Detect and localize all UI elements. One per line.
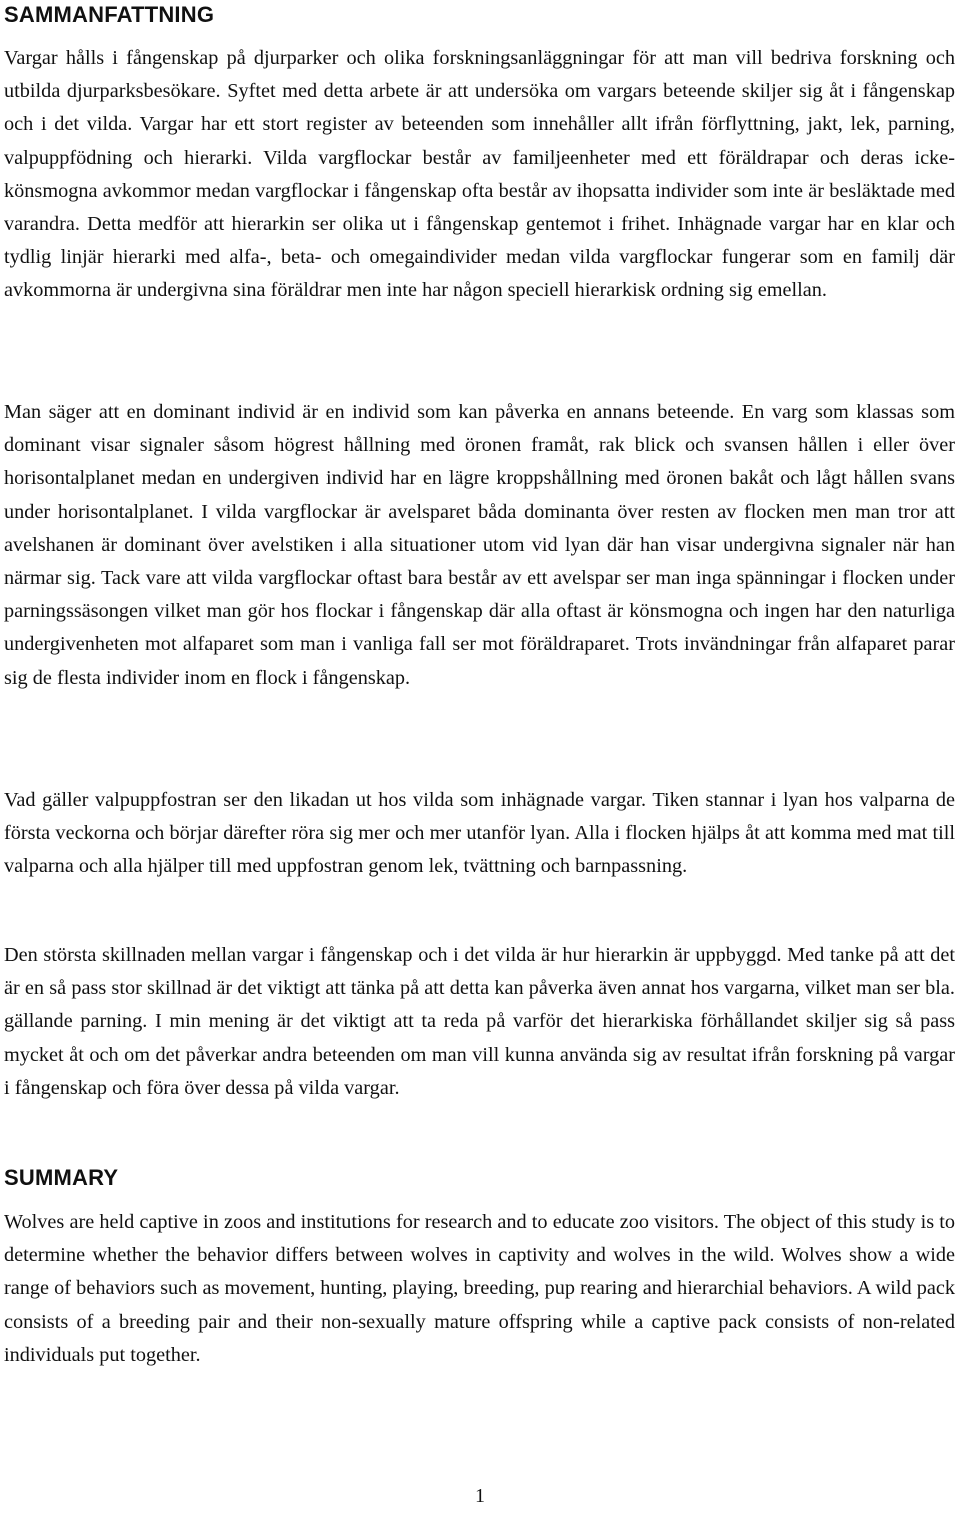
summary-paragraph-1: Wolves are held captive in zoos and institutions for research and to educate zoo visitors. The object of this study is to determine whether the behavior differs between wolves in captivity and wolves in the wild. Wolves show a wide range of behaviors such as movement, hunting, playing, breeding, pup rearing and hierarchial behaviors. A wild pack consists of a breeding pair and their non-sexually mature offspring while a captive pack consists of non-related individuals put together. — [4, 1211, 955, 1366]
sammanfattning-paragraph-2: Man säger att en dominant individ är en individ som kan påverka en annans beteende. En varg som klassas som dominant visar signaler såsom högrest hållning med öronen framåt, rak blick och svansen hållen i eller över horisontalplanet medan en undergiven individ har en lägre kroppshållning med öronen bakåt och lågt hållen svans under horisontalplanet. I vilda vargflockar är avelsparet båda dominanta över resten av flocken men man tror att avelshanen är dominant över avelstiken i alla situationer utom vid lyan där han visar undergivna signaler när han närmar sig. Tack vare att vilda vargflockar oftast bara består av ett avelspar ser man inga spänningar i flocken under parningssäsongen vilket man gör hos flockar i fångenskap där alla oftast är könsmogna och ingen har den naturliga undergivenheten mot alfaparet som man i vanliga fall ser mot föräldraparet. Trots invändningar från alfaparet parar sig de flesta individer inom en flock i fångenskap. — [4, 401, 955, 689]
heading-summary: SUMMARY — [4, 1165, 119, 1190]
page-number: 1 — [475, 1485, 485, 1507]
heading-sammanfattning: SAMMANFATTNING — [4, 2, 215, 27]
sammanfattning-paragraph-1: Vargar hålls i fångenskap på djurparker och olika forskningsanläggningar för att man vill bedriva forskning och utbilda djurparksbesökare. Syftet med detta arbete är att undersöka om vargars beteende skiljer sig åt i fångenskap och i det vilda. Vargar har ett stort register av beteenden som innehåller allt ifrån förflyttning, jakt, lek, parning, valpuppfödning och hierarki. Vilda vargflockar består av familjeenheter med ett föräldrapar och deras icke-könsmogna avkommor medan vargflockar i fångenskap ofta består av ihopsatta individer som inte är besläktade med varandra. Detta medför att hierarkin ser olika ut i fångenskap gentemot i frihet. Inhägnade vargar har en klar och tydlig linjär hierarki med alfa-, beta- och omegaindivider medan vilda vargflockar fungerar som en familj där avkommorna är undergivna sina föräldrar men inte har någon speciell hierarkisk ordning sig emellan. — [4, 47, 955, 302]
sammanfattning-paragraph-4: Den största skillnaden mellan vargar i fångenskap och i det vilda är hur hierarkin är uppbyggd. Med tanke på att det är en så pass stor skillnad är det viktigt att tänka på att detta kan påverka även annat hos vargarna, vilket man ser bla. gällande parning. I min mening är det viktigt att ta reda på varför det hierarkiska förhållandet skiljer sig så pass mycket åt och om det påverkar andra beteenden om man vill kunna använda sig av resultat ifrån forskning på vargar i fångenskap och föra över dessa på vilda vargar. — [4, 944, 955, 1099]
sammanfattning-paragraph-3: Vad gäller valpuppfostran ser den likadan ut hos vilda som inhägnade vargar. Tiken stannar i lyan hos valparna de första veckorna och börjar därefter röra sig mer och mer utanför lyan. Alla i flocken hjälps åt att komma med mat till valparna och alla hjälper till med uppfostran genom lek, tvättning och barnpassning. — [4, 789, 955, 878]
